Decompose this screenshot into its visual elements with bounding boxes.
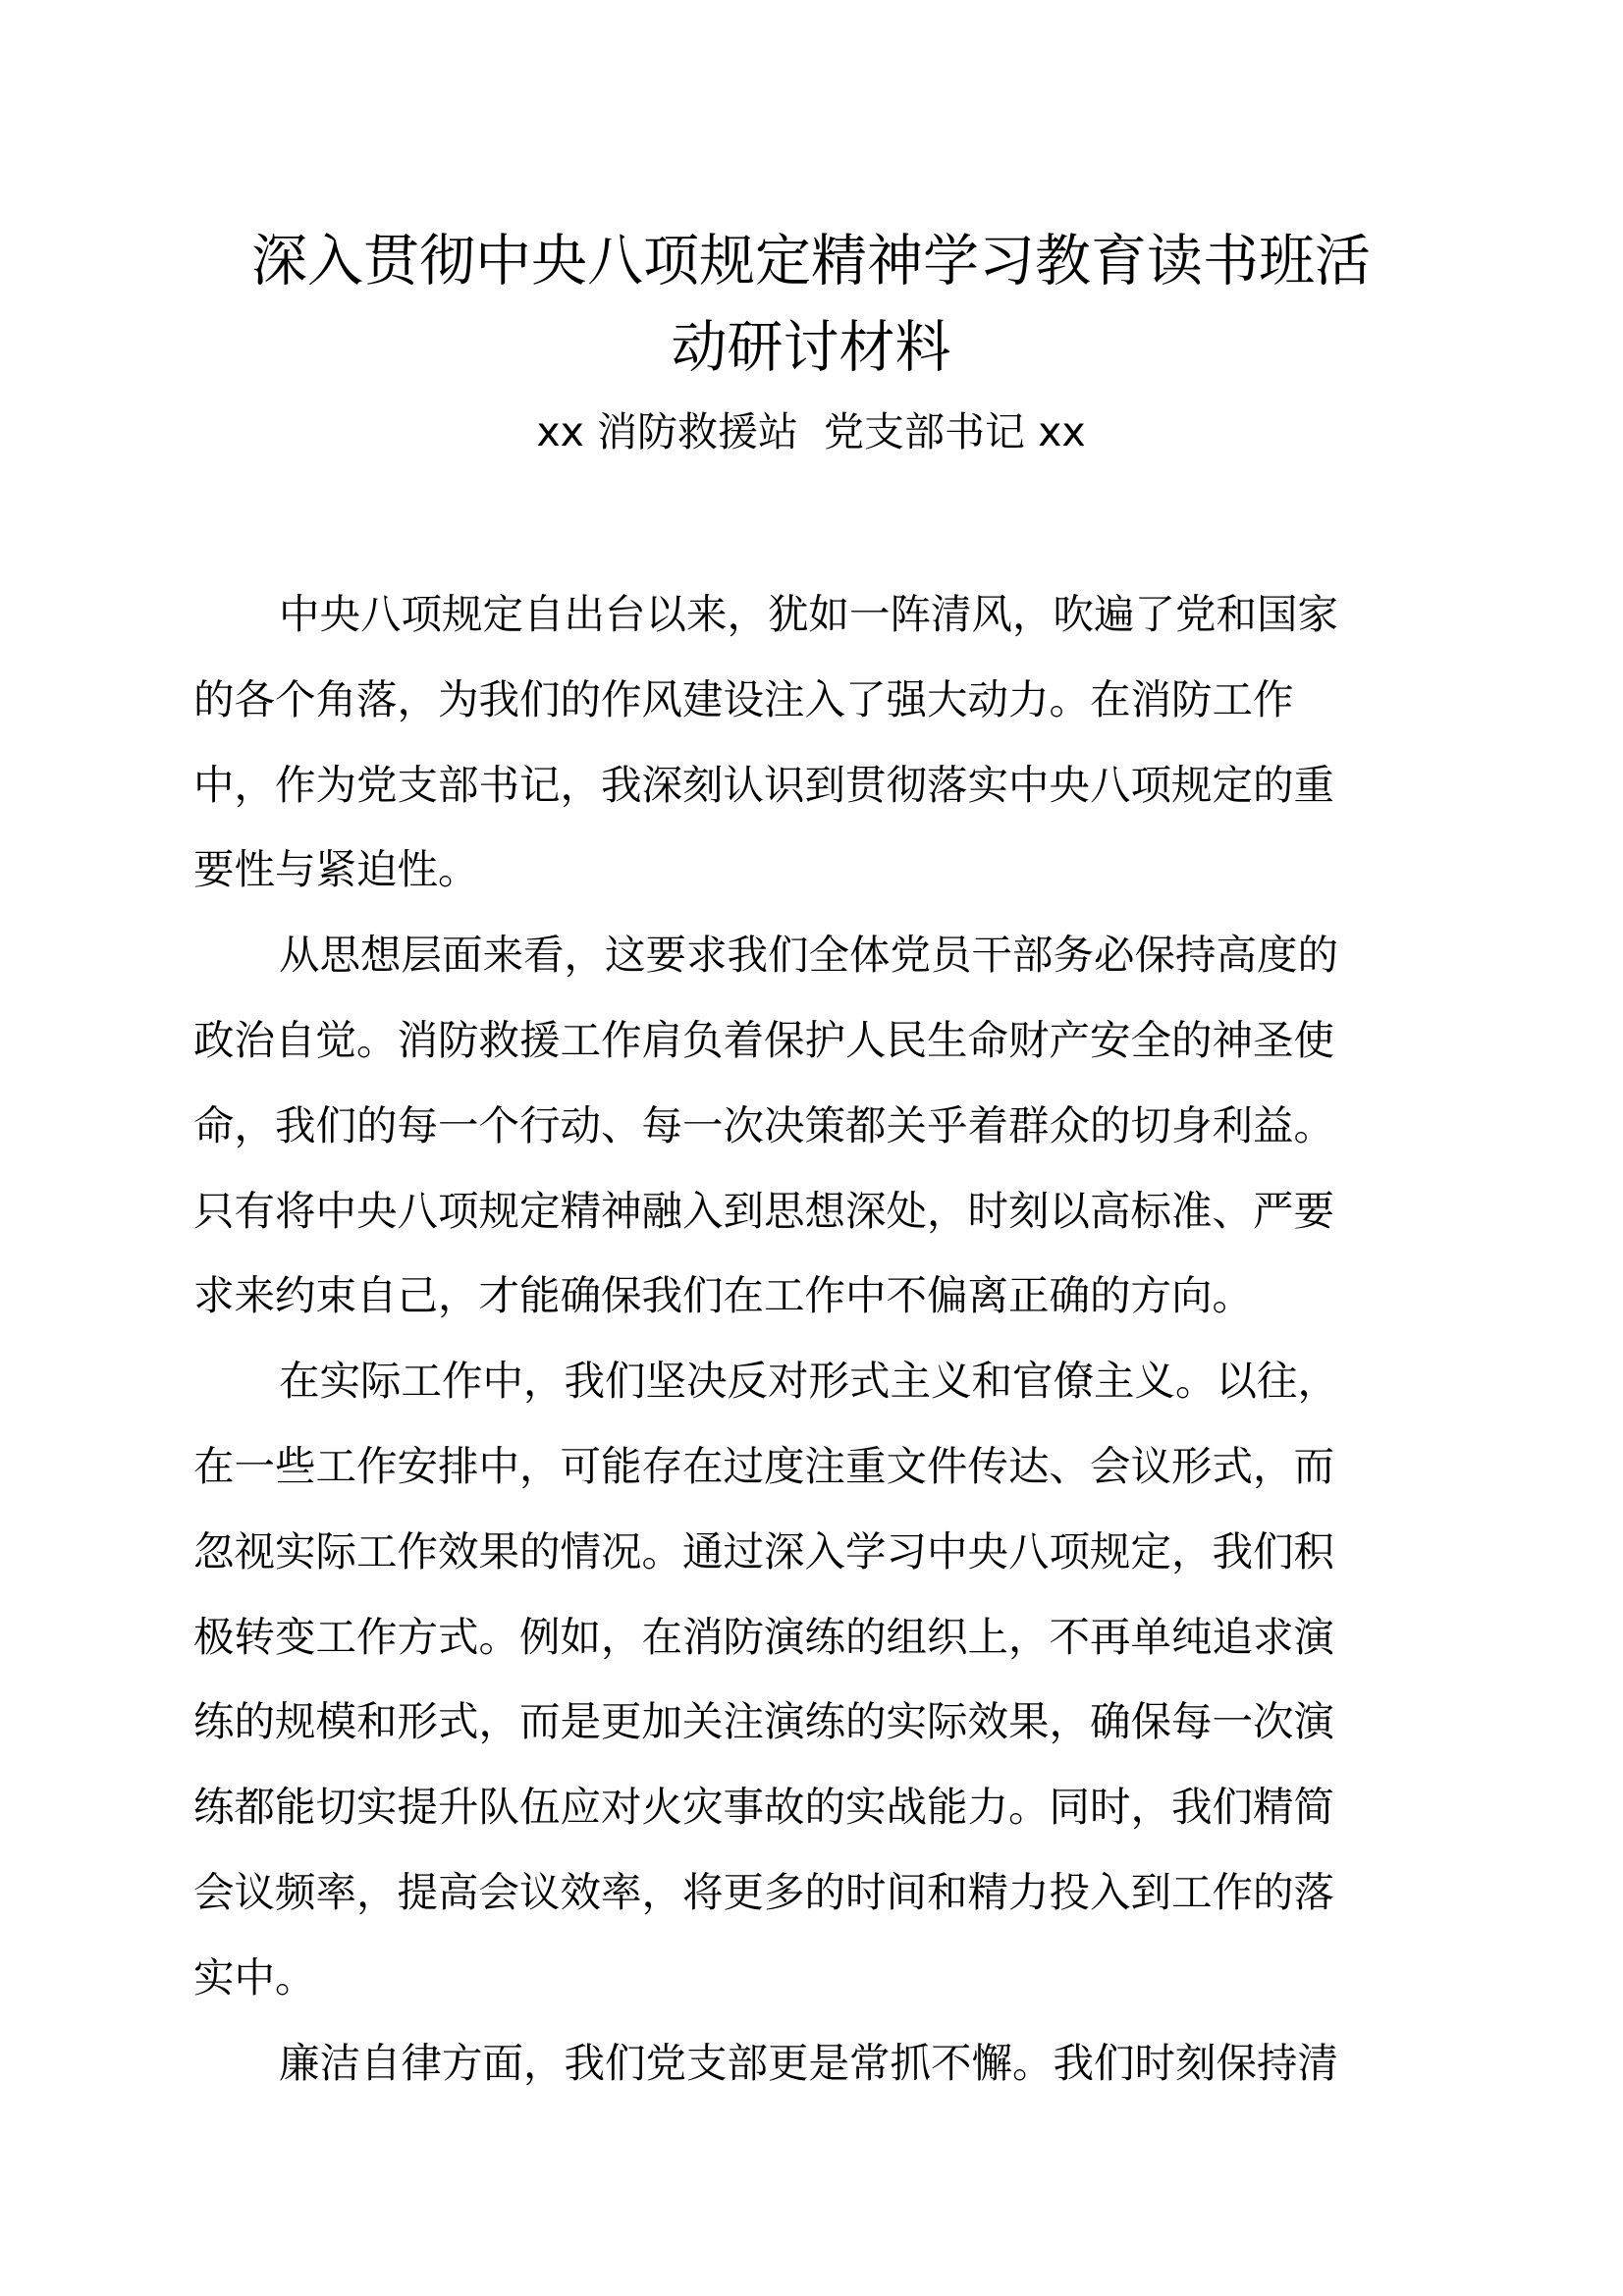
paragraph-3 [193, 1339, 1431, 2020]
paragraph-line: 忽视实际工作效果的情况。通过深入学习中央八项规定，我们积 [193, 1526, 1335, 1575]
paragraph-line: 实中。 [193, 1952, 316, 2002]
paragraph-line: 中央八项规定自出台以来，犹如一阵清风，吹遍了党和国家 [279, 590, 1339, 638]
paragraph-line: 只有将中央八项规定精神融入到思想深处，时刻以高标准、严要 [193, 1186, 1335, 1235]
title-line-1: 深入贯彻中央八项规定精神学习教育读书班活 [251, 229, 1371, 294]
paragraph-line: 极转变工作方式。例如，在消防演练的组织上，不再单纯追求演 [193, 1612, 1335, 1661]
paragraph-line: 在一些工作安排中，可能存在过度注重文件传达、会议形式，而 [193, 1441, 1335, 1490]
paragraph-line: 廉洁自律方面，我们党支部更是常抓不懈。我们时刻保持清 [279, 2038, 1339, 2087]
title-line-2: 动研讨材料 [671, 315, 951, 380]
paragraph-line: 会议频率，提高会议效率，将更多的时间和精力投入到工作的落 [193, 1867, 1335, 1916]
paragraph-2 [193, 913, 1431, 1339]
paragraph-line: 练都能切实提升队伍应对火灾事故的实战能力。同时，我们精简 [193, 1783, 1335, 1832]
paragraph-line: 从思想层面来看，这要求我们全体党员干部务必保持高度的 [279, 931, 1339, 980]
paragraph-line: 要性与紧迫性。 [193, 845, 479, 894]
document-title [192, 218, 1430, 391]
paragraph-4 [193, 2021, 1431, 2107]
paragraph-line: 政治自觉。消防救援工作肩负着保护人民生命财产安全的神圣使 [193, 1015, 1335, 1064]
document-body [193, 572, 1431, 2106]
paragraph-line: 命，我们的每一个行动、每一次决策都关乎着群众的切身利益。 [193, 1100, 1335, 1149]
paragraph-line: 的各个角落，为我们的作风建设注入了强大动力。在消防工作 [193, 674, 1294, 723]
paragraph-line: 求来约束自己，才能确保我们在工作中不偏离正确的方向。 [193, 1271, 1254, 1320]
paragraph-line: 练的规模和形式，而是更加关注演练的实际效果，确保每一次演 [193, 1697, 1335, 1746]
author-line: xx 消防救援站 党支部书记 xx [536, 408, 1086, 455]
paragraph-1 [193, 572, 1431, 913]
paragraph-line: 中，作为党支部书记，我深刻认识到贯彻落实中央八项规定的重 [193, 760, 1335, 809]
paragraph-line: 在实际工作中，我们坚决反对形式主义和官僚主义。以往， [279, 1357, 1339, 1406]
